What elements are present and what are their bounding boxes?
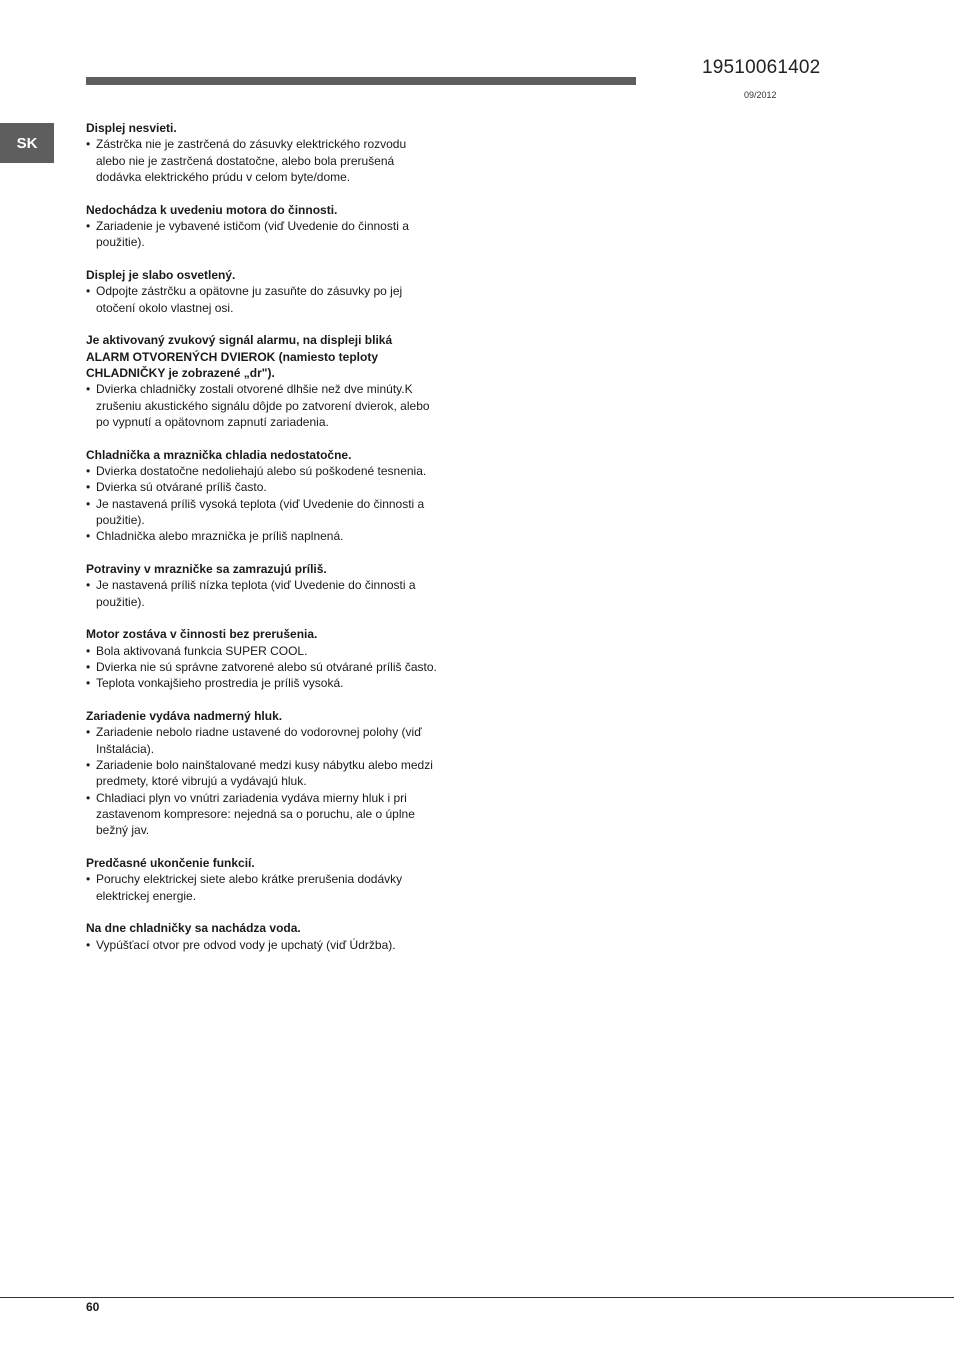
list-item-text: Vypúšťací otvor pre odvod vody je upchatý (viď Údržba). [96,937,396,952]
list-item-text: Zariadenie je vybavené ističom (viď Uvedenie do činnosti a použitie). [96,218,409,250]
list-item [86,659,486,675]
list-item [86,577,486,610]
page-number: 60 [86,1300,100,1314]
section-title: Predčasné ukončenie funkcií. [86,855,255,870]
troubleshooting-content [86,120,486,969]
section-item-list [86,724,486,838]
section-item-list [86,136,486,185]
section-title: Potraviny v mrazničke sa zamrazujú príliš. [86,562,327,577]
footer-rule [0,1297,954,1298]
list-item [86,790,486,839]
section-title: Motor zostáva v činnosti bez prerušenia. [86,627,318,642]
troubleshooting-section [86,920,486,953]
list-item-text: Zástrčka nie je zastrčená do zásuvky elektrického rozvodu alebo nie je zastrčená dostatočne, alebo bola prerušená dodávka elektrického prúdu v celom byte/dome. [96,137,407,184]
list-item-text: Je nastavená príliš nízka teplota (viď Uvedenie do činnosti a použitie). [96,578,416,609]
list-item-text: Dvierka sú otvárané príliš často. [96,480,267,495]
bullet-icon: • [86,643,91,658]
list-item-text: Bola aktivovaná funkcia SUPER COOL. [96,643,308,658]
list-item [86,218,486,251]
document-number: 19510061402 [702,57,821,78]
bullet-icon: • [86,676,91,691]
section-title: Displej nesvieti. [86,121,177,135]
bullet-icon: • [86,660,91,675]
list-item-text: Poruchy elektrickej siete alebo krátke prerušenia dodávky elektrickej energie. [96,872,403,903]
list-item-text: Chladnička alebo mraznička je príliš naplnená. [96,529,344,544]
section-item-list [86,463,486,544]
list-item-text: Je nastavená príliš vysoká teplota (viď Uvedenie do činnosti a použitie). [96,496,425,527]
list-item [86,675,486,691]
section-title: Nedochádza k uvedeniu motora do činnosti. [86,202,338,217]
list-item [86,871,486,904]
section-item-list [86,871,486,904]
troubleshooting-section [86,120,486,185]
section-item-list [86,643,486,692]
section-item-list [86,577,486,610]
list-item [86,724,486,757]
bullet-icon: • [86,725,91,740]
list-item-text: Zariadenie bolo nainštalované medzi kusy nábytku alebo medzi predmety, ktoré vibrujú a vydávajú hluk. [96,758,433,789]
section-title: Zariadenie vydáva nadmerný hluk. [86,709,283,724]
list-item [86,643,486,659]
bullet-icon: • [86,872,91,887]
section-item-list [86,381,486,430]
bullet-icon: • [86,137,91,152]
bullet-icon: • [86,382,91,397]
list-item [86,283,486,316]
bullet-icon: • [86,464,91,479]
bullet-icon: • [86,578,91,593]
bullet-icon: • [86,529,91,544]
language-tab: SK [0,123,54,163]
list-item [86,496,486,529]
bullet-icon: • [86,790,91,805]
troubleshooting-section [86,561,486,610]
list-item [86,381,486,430]
troubleshooting-section [86,626,486,691]
list-item [86,479,486,495]
section-title: Na dne chladničky sa nachádza voda. [86,921,301,936]
header-rule [86,77,636,85]
bullet-icon: • [86,758,91,772]
bullet-icon: • [86,480,91,495]
list-item [86,757,486,790]
bullet-icon: • [86,496,91,511]
section-item-list [86,937,486,953]
list-item [86,528,486,544]
section-item-list [86,218,486,251]
list-item-text: Dvierka chladničky zostali otvorené dlhšie než dve minúty.K zrušeniu akustického signálu dôjde po zatvorení dvierok, alebo po vypnutí a opätovnom zapnutí zariadenia. [96,382,430,429]
list-item-text: Dvierka dostatočne nedoliehajú alebo sú poškodené tesnenia. [96,464,427,479]
troubleshooting-section [86,202,486,251]
list-item-text: Chladiaci plyn vo vnútri zariadenia vydáva mierny hluk i pri zastavenom kompresore: nejedná sa o poruchu, ale o úplne bežný jav. [96,790,415,838]
section-title: Chladnička a mraznička chladia nedostatočne. [86,447,352,462]
list-item-text: Teplota vonkajšieho prostredia je príliš vysoká. [96,676,344,691]
troubleshooting-section [86,855,486,904]
list-item-text: Odpojte zástrčku a opätovne ju zasuňte do zásuvky po jej otočení okolo vlastnej osi. [96,284,403,315]
bullet-icon: • [86,284,91,299]
troubleshooting-section [86,708,486,838]
troubleshooting-section [86,332,486,430]
bullet-icon: • [86,937,91,952]
list-item [86,463,486,479]
list-item [86,937,486,953]
document-date: 09/2012 [744,90,777,100]
troubleshooting-section [86,447,486,545]
list-item-text: Zariadenie nebolo riadne ustavené do vodorovnej polohy (viď Inštalácia). [96,725,422,756]
list-item-text: Dvierka nie sú správne zatvorené alebo sú otvárané príliš často. [96,660,437,675]
list-item [86,136,486,185]
section-title: Displej je slabo osvetlený. [86,268,236,283]
section-title: Je aktivovaný zvukový signál alarmu, na displeji bliká ALARM OTVORENÝCH DVIEROK (namiesto teploty CHLADNIČKY je zobrazené „dr"). [86,333,393,381]
bullet-icon: • [86,218,91,233]
section-item-list [86,283,486,316]
troubleshooting-section [86,267,486,316]
